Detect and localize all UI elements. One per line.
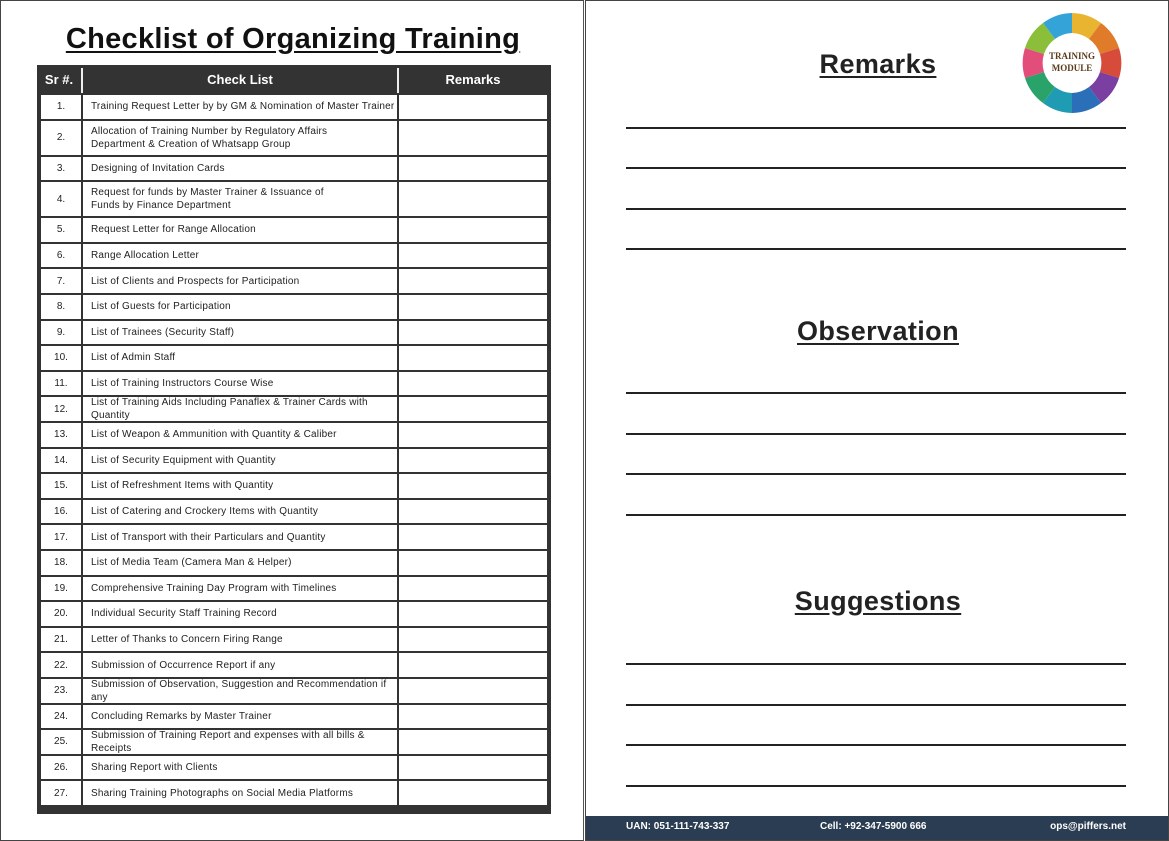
table-row [37, 321, 551, 345]
footer-email[interactable]: ops@piffers.net [1050, 821, 1126, 832]
row-remarks-cell[interactable] [399, 474, 547, 498]
remarks-title: Remarks [819, 49, 937, 79]
table-row [37, 423, 551, 447]
row-number: 10. [41, 346, 81, 370]
logo-text-line1: TRAINING [1048, 51, 1096, 61]
row-check-item: Range Allocation Letter [83, 244, 397, 268]
remarks-line [626, 208, 1126, 210]
suggestions-line [626, 744, 1126, 746]
row-number: 4. [41, 182, 81, 216]
row-number: 18. [41, 551, 81, 575]
row-check-item: List of Training Instructors Course Wise [83, 372, 397, 396]
table-row [37, 182, 551, 216]
logo-text-line2: MODULE [1051, 63, 1093, 73]
row-number: 15. [41, 474, 81, 498]
row-number: 19. [41, 577, 81, 601]
row-check-item: List of Trainees (Security Staff) [83, 321, 397, 345]
row-remarks-cell[interactable] [399, 423, 547, 447]
row-remarks-cell[interactable] [399, 269, 547, 293]
table-row [37, 95, 551, 119]
observation-line [626, 433, 1126, 435]
row-check-item: Letter of Thanks to Concern Firing Range [83, 628, 397, 652]
row-check-item: Comprehensive Training Day Program with Timelines [83, 577, 397, 601]
row-check-item: List of Training Aids Including Panaflex & Trainer Cards with Quantity [83, 397, 397, 421]
table-row [37, 218, 551, 242]
row-remarks-cell[interactable] [399, 756, 547, 780]
row-check-item: Allocation of Training Number by Regulatory Affairs Department & Creation of Whatsapp Group [83, 121, 397, 155]
row-check-item: Submission of Occurrence Report if any [83, 653, 397, 677]
row-check-item: List of Refreshment Items with Quantity [83, 474, 397, 498]
observation-line [626, 392, 1126, 394]
row-remarks-cell[interactable] [399, 679, 547, 703]
row-number: 21. [41, 628, 81, 652]
row-number: 13. [41, 423, 81, 447]
row-check-item: Designing of Invitation Cards [83, 157, 397, 181]
contact-footer [586, 816, 1168, 840]
remarks-line [626, 167, 1126, 169]
row-check-item: List of Catering and Crockery Items with Quantity [83, 500, 397, 524]
row-number: 7. [41, 269, 81, 293]
row-remarks-cell[interactable] [399, 730, 547, 754]
row-number: 11. [41, 372, 81, 396]
suggestions-line [626, 663, 1126, 665]
row-remarks-cell[interactable] [399, 628, 547, 652]
row-number: 1. [41, 95, 81, 119]
row-check-item: List of Transport with their Particulars and Quantity [83, 525, 397, 549]
table-row [37, 602, 551, 626]
table-row [37, 577, 551, 601]
row-number: 23. [41, 679, 81, 703]
row-remarks-cell[interactable] [399, 500, 547, 524]
checklist-page [0, 0, 584, 841]
table-row [37, 679, 551, 703]
row-check-item: Request for funds by Master Trainer & Issuance of Funds by Finance Department [83, 182, 397, 216]
table-row [37, 449, 551, 473]
row-check-item: List of Security Equipment with Quantity [83, 449, 397, 473]
checklist-title: Checklist of Organizing Training [65, 23, 521, 55]
row-remarks-cell[interactable] [399, 295, 547, 319]
observation-line [626, 473, 1126, 475]
row-remarks-cell[interactable] [399, 577, 547, 601]
table-row [37, 628, 551, 652]
table-row [37, 525, 551, 549]
row-check-item: Concluding Remarks by Master Trainer [83, 705, 397, 729]
row-remarks-cell[interactable] [399, 602, 547, 626]
remarks-line [626, 248, 1126, 250]
row-number: 14. [41, 449, 81, 473]
row-remarks-cell[interactable] [399, 95, 547, 119]
row-check-item: List of Guests for Participation [83, 295, 397, 319]
checklist-header-row [37, 65, 551, 93]
row-check-item: Individual Security Staff Training Record [83, 602, 397, 626]
row-remarks-cell[interactable] [399, 525, 547, 549]
table-row [37, 756, 551, 780]
row-remarks-cell[interactable] [399, 781, 547, 805]
checklist-table [37, 65, 551, 814]
table-row [37, 705, 551, 729]
row-number: 8. [41, 295, 81, 319]
row-number: 27. [41, 781, 81, 805]
observation-title: Observation [797, 316, 959, 346]
table-row [37, 474, 551, 498]
row-number: 25. [41, 730, 81, 754]
table-row [37, 551, 551, 575]
row-number: 6. [41, 244, 81, 268]
row-number: 24. [41, 705, 81, 729]
row-remarks-cell[interactable] [399, 705, 547, 729]
table-row [37, 730, 551, 754]
row-remarks-cell[interactable] [399, 372, 547, 396]
row-remarks-cell[interactable] [399, 551, 547, 575]
footer-cell: Cell: +92-347-5900 666 [820, 821, 927, 832]
row-remarks-cell[interactable] [399, 157, 547, 181]
row-remarks-cell[interactable] [399, 182, 547, 216]
table-row [37, 157, 551, 181]
row-remarks-cell[interactable] [399, 244, 547, 268]
row-check-item: Submission of Observation, Suggestion and Recommendation if any [83, 679, 397, 703]
remarks-page [585, 0, 1169, 841]
row-check-item: List of Admin Staff [83, 346, 397, 370]
table-row [37, 653, 551, 677]
row-number: 20. [41, 602, 81, 626]
row-number: 26. [41, 756, 81, 780]
row-remarks-cell[interactable] [399, 397, 547, 421]
table-row [37, 500, 551, 524]
header-sr: Sr #. [44, 72, 74, 87]
header-check-list: Check List [207, 72, 273, 87]
row-remarks-cell[interactable] [399, 218, 547, 242]
table-row [37, 295, 551, 319]
row-check-item: List of Clients and Prospects for Participation [83, 269, 397, 293]
table-row [37, 269, 551, 293]
row-number: 2. [41, 121, 81, 155]
header-remarks: Remarks [445, 72, 501, 87]
row-number: 5. [41, 218, 81, 242]
row-check-item: Training Request Letter by by GM & Nomination of Master Trainer [83, 95, 397, 119]
row-check-item: Request Letter for Range Allocation [83, 218, 397, 242]
row-remarks-cell[interactable] [399, 653, 547, 677]
suggestions-title: Suggestions [794, 586, 962, 616]
table-row [37, 346, 551, 370]
row-check-item: Submission of Training Report and expenses with all bills & Receipts [83, 730, 397, 754]
row-check-item: List of Media Team (Camera Man & Helper) [83, 551, 397, 575]
row-remarks-cell[interactable] [399, 346, 547, 370]
table-row [37, 397, 551, 421]
table-row [37, 372, 551, 396]
row-check-item: Sharing Report with Clients [83, 756, 397, 780]
row-remarks-cell[interactable] [399, 121, 547, 155]
footer-uan: UAN: 051-111-743-337 [626, 821, 730, 832]
row-number: 17. [41, 525, 81, 549]
suggestions-line [626, 704, 1126, 706]
row-number: 9. [41, 321, 81, 345]
row-remarks-cell[interactable] [399, 321, 547, 345]
row-number: 3. [41, 157, 81, 181]
row-check-item: List of Weapon & Ammunition with Quantity & Caliber [83, 423, 397, 447]
row-remarks-cell[interactable] [399, 449, 547, 473]
row-number: 12. [41, 397, 81, 421]
table-row [37, 121, 551, 155]
table-row [37, 244, 551, 268]
row-number: 22. [41, 653, 81, 677]
row-number: 16. [41, 500, 81, 524]
suggestions-line [626, 785, 1126, 787]
row-check-item: Sharing Training Photographs on Social Media Platforms [83, 781, 397, 805]
observation-line [626, 514, 1126, 516]
table-row [37, 781, 551, 805]
remarks-line [626, 127, 1126, 129]
